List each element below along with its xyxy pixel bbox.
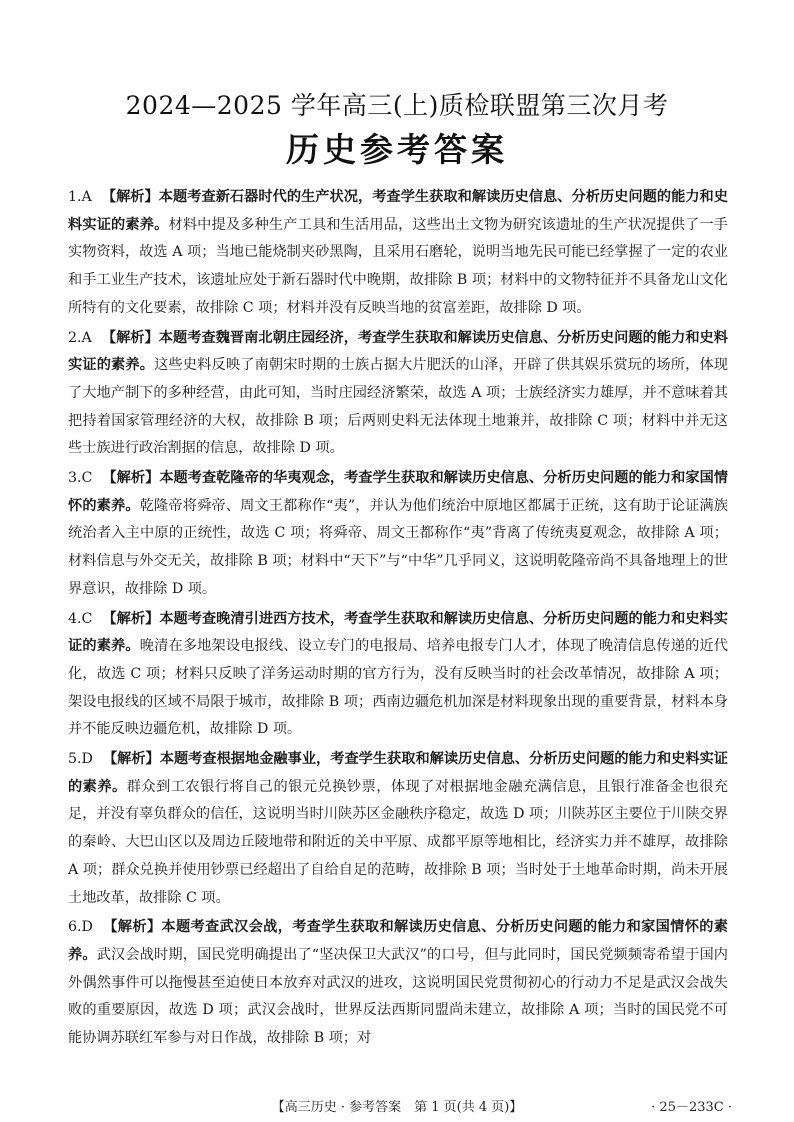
answer-choice: D (81, 919, 93, 936)
analysis-tag: 【解析】 (102, 751, 160, 768)
analysis-lead: 本题考查乾隆帝的华夷观念，考查学生获取和解读历史信息、分析历史问题的能力和家国情怀的素养。 (68, 470, 728, 514)
page-title: 历史参考答案 (286, 130, 508, 169)
analysis-tag: 【解析】 (101, 329, 159, 346)
answer-item-1 (68, 184, 728, 323)
answer-item-5 (68, 746, 728, 912)
answer-item-3 (68, 465, 728, 604)
analysis-lead: 本题考查魏晋南北朝庄园经济，考查学生获取和解读历史信息、分析历史问题的能力和史料实证的素养。 (68, 329, 728, 374)
analysis-body: 群众到工农银行将自己的银元兑换钞票，体现了对根据地金融充满信息，且银行准备金也很充足，并没有辜负群众的信任，这说明当时川陕苏区金融秩序稳定，故选 D 项；川陕苏区主要位于川陕交界的秦岭、大巴山区以及周边丘陵地带和附近的关中平原、成都平原等地相比，经济实力并不雄厚，故排除 A 项；群众兑换并使用钞票已经超出了自给自足的范畴，故排除 B 项；当时处于土地革命时期，尚未开展土地改革，故排除 C 项。 (68, 778, 728, 906)
answer-choice: A (81, 329, 92, 346)
footer-code: · 25－233C · (651, 1100, 732, 1115)
analysis-tag: 【解析】 (102, 470, 160, 487)
analysis-body: 乾隆帝将舜帝、周文王都称作“夷”，并认为他们统治中原地区都属于正统，这有助于论证满族统治者入主中原的正统性，故选 C 项；将舜帝、周文王都称作“夷”背离了传统夷夏观念，故排除 A 项；材料信息与外交无关，故排除 B 项；材料中“天下”与“中华”几乎同义，这说明乾隆帝尚不具备地理上的世界意识，故排除 D 项。 (68, 497, 728, 597)
analysis-body: 武汉会战时期，国民党明确提出了“坚决保卫大武汉”的口号，但与此同时，国民党频频寄希望于国内外偶然事件可以拖慢甚至迫使日本放弃对武汉的进攻，这说明国民党贯彻初心的行动力不足是武汉会战失败的重要原因，故选 D 项；武汉会战时，世界反法西斯同盟尚未建立，故排除 A 项；当时的国民党不可能协调苏联红军参与对日作战，故排除 B 项；对 (68, 946, 728, 1047)
analysis-tag: 【解析】 (102, 919, 162, 936)
question-number: 1. (68, 189, 82, 205)
question-number: 2. (68, 329, 82, 346)
analysis-lead: 本题考查根据地金融事业，考查学生获取和解读历史信息、分析历史问题的能力和史料实证的素养。 (68, 751, 728, 795)
analysis-body: 材料中提及多种生产工具和生活用品，这些出土文物为研究该遗址的生产状况提供了一手实物资料，故选 A 项；当地已能烧制夹砂黑陶，且采用石磨轮，说明当地先民可能已经掌握了一定的农业和手工业生产技术，该遗址应处于新石器时代中晚期，故排除 B 项；材料中的文物特征并不具备龙山文化所特有的文化要素，故排除 C 项；材料并没有反映当地的贫富差距，故排除 D 项。 (68, 216, 728, 316)
page-footer (0, 1096, 794, 1116)
answer-choice: D (81, 751, 93, 768)
analysis-lead: 本题考查新石器时代的生产状况，考查学生获取和解读历史信息、分析历史问题的能力和史料实证的素养。 (68, 189, 728, 233)
answer-item-2 (68, 325, 728, 464)
analysis-body: 这些史料反映了南朝宋时期的士族占据大片肥沃的山泽，开辟了供其娱乐赏玩的场所，体现了大地产制下的多种经营，由此可知，当时庄园经济繁荣，故选 A 项；士族经济实力雄厚，并不意味着其把持着国家管理经济的大权，故排除 B 项；后两则史料无法体现土地兼并，故排除 C 项；材料中并无这些士族进行政治割据的信息，故排除 D 项。 (68, 357, 728, 457)
analysis-body: 晚清在多地架设电报线、设立专门的电报局、培养电报专门人才，体现了晚清信息传递的近代化，故选 C 项；材料只反映了洋务运动时期的官方行为，没有反映当时的社会改革情况，故排除 A 项；架设电报线的区域不局限于城市，故排除 B 项；西南边疆危机加深是材料现象出现的重要背景，材料本身并不能反映边疆危机，故排除 D 项。 (68, 638, 728, 738)
exam-title: 2024—2025 学年高三(上)质检联盟第三次月考 (125, 91, 669, 120)
answer-list (68, 184, 728, 1055)
question-number: 6. (68, 919, 82, 936)
footer-page-info: 【高三历史 · 参考答案 第 1 页(共 4 页)】 (271, 1100, 523, 1115)
analysis-lead: 本题考查晚清引进西方技术，考查学生获取和解读历史信息、分析历史问题的能力和史料实证的素养。 (68, 610, 728, 655)
analysis-tag: 【解析】 (102, 610, 160, 627)
answer-item-6 (68, 914, 728, 1053)
answer-item-4 (68, 606, 728, 745)
question-number: 3. (68, 470, 82, 487)
question-number: 5. (68, 751, 82, 768)
analysis-lead: 本题考查武汉会战，考查学生获取和解读历史信息、分析历史问题的能力和家国情怀的素养。 (68, 919, 728, 963)
analysis-tag: 【解析】 (101, 189, 159, 205)
answer-choice: C (81, 610, 93, 627)
answer-choice: A (81, 189, 92, 205)
question-number: 4. (68, 610, 82, 627)
answer-choice: C (81, 470, 93, 487)
